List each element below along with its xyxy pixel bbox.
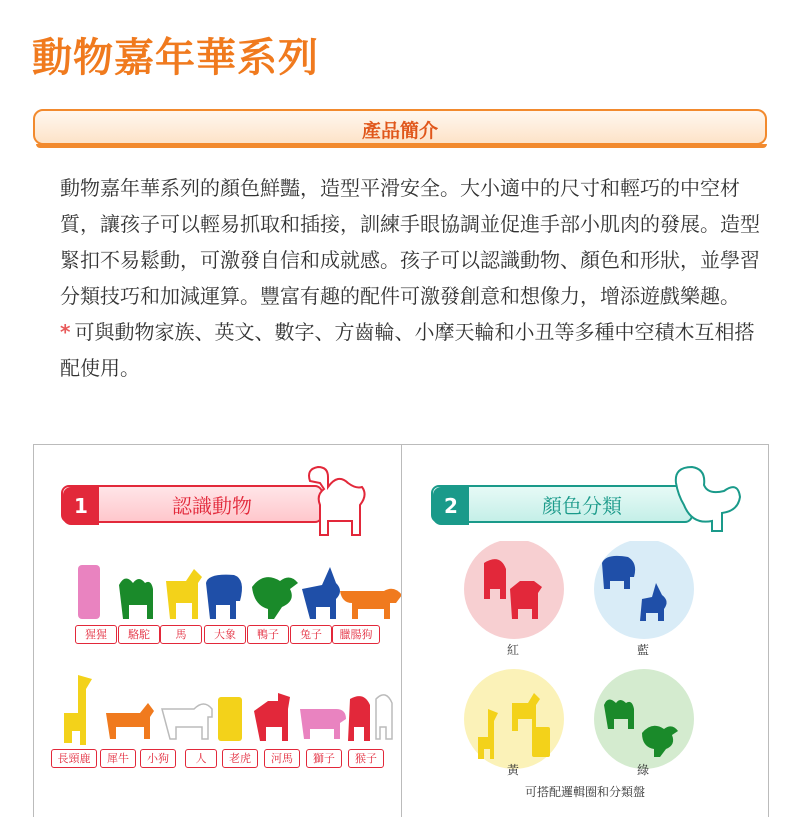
gorilla-icon <box>78 565 100 619</box>
tab-colors <box>431 485 693 523</box>
lion-icon <box>348 696 370 741</box>
tag-elephant: 大象 <box>204 625 246 644</box>
monkey-icon <box>376 695 392 739</box>
tiger-icon <box>254 693 290 741</box>
label-yellow: 黃 <box>506 763 519 777</box>
label-blue: 藍 <box>636 643 649 657</box>
panel-animals <box>33 444 402 817</box>
asterisk-icon: * <box>60 320 71 344</box>
tag-dachshund: 臘腸狗 <box>332 625 380 644</box>
tag-giraffe: 長頸鹿 <box>51 749 97 768</box>
panel-colors <box>401 444 769 817</box>
tag-lion: 獅子 <box>306 749 342 768</box>
tag-monkey: 猴子 <box>348 749 384 768</box>
horse-icon <box>166 569 202 619</box>
camel-outline-icon <box>300 463 370 538</box>
page-title: 動物嘉年華系列 <box>32 35 319 81</box>
tab-number: 2 <box>433 487 469 525</box>
section-title: 產品簡介 <box>361 120 438 142</box>
tag-rhino: 犀牛 <box>100 749 136 768</box>
dachshund-icon <box>340 589 402 619</box>
section-header <box>33 109 767 145</box>
yellow-person-icon <box>532 727 550 757</box>
tag-hippo: 河馬 <box>264 749 300 768</box>
tag-tiger: 老虎 <box>222 749 258 768</box>
label-red: 紅 <box>506 643 519 657</box>
tag-camel: 駱駝 <box>118 625 160 644</box>
blue-group-circle <box>594 541 694 639</box>
tag-gorilla: 猩猩 <box>75 625 117 644</box>
elephant-icon <box>206 575 242 619</box>
tab-animals <box>61 485 323 523</box>
rhino-icon <box>106 703 154 739</box>
section-header-underline <box>36 144 767 148</box>
duck-outline-icon <box>670 463 742 535</box>
tag-rabbit: 兔子 <box>290 625 332 644</box>
tab-label: 顏色分類 <box>542 494 622 518</box>
animal-row-1 <box>74 563 404 623</box>
rabbit-icon <box>302 567 340 619</box>
label-green: 綠 <box>636 763 649 777</box>
person-icon <box>218 697 242 741</box>
animal-row-2 <box>54 669 394 749</box>
intro-paragraph: 動物嘉年華系列的顏色鮮豔，造型平滑安全。大小適中的尺寸和輕巧的中空材質，讓孩子可以輕易抓取和插接，訓練手眼協調並促進手部小肌肉的發展。造型緊扣不易鬆動，可激發自信和成就感。孩子可以認識動物、顏色和形狀，並學習分類技巧和加減運算。豐富有趣的配件可激發創意和想像力，增添遊戲樂趣。 <box>60 176 760 308</box>
intro-text <box>60 170 760 386</box>
panel-caption: 可搭配邏輯圈和分類盤 <box>524 785 645 799</box>
hippo-icon <box>300 709 346 739</box>
dog-icon <box>162 704 212 739</box>
tag-person: 人 <box>185 749 217 768</box>
tab-number: 1 <box>63 487 99 525</box>
tag-horse: 馬 <box>160 625 202 644</box>
color-groups <box>402 541 770 781</box>
tag-dog: 小狗 <box>140 749 176 768</box>
giraffe-icon <box>64 675 92 745</box>
duck-icon <box>252 577 298 619</box>
camel-icon <box>119 578 153 619</box>
tag-duck: 鴨子 <box>247 625 289 644</box>
intro-note <box>60 314 760 386</box>
tab-label: 認識動物 <box>172 494 252 518</box>
intro-note-text: 可與動物家族、英文、數字、方齒輪、小摩天輪和小丑等多種中空積木互相搭配使用。 <box>60 320 755 380</box>
